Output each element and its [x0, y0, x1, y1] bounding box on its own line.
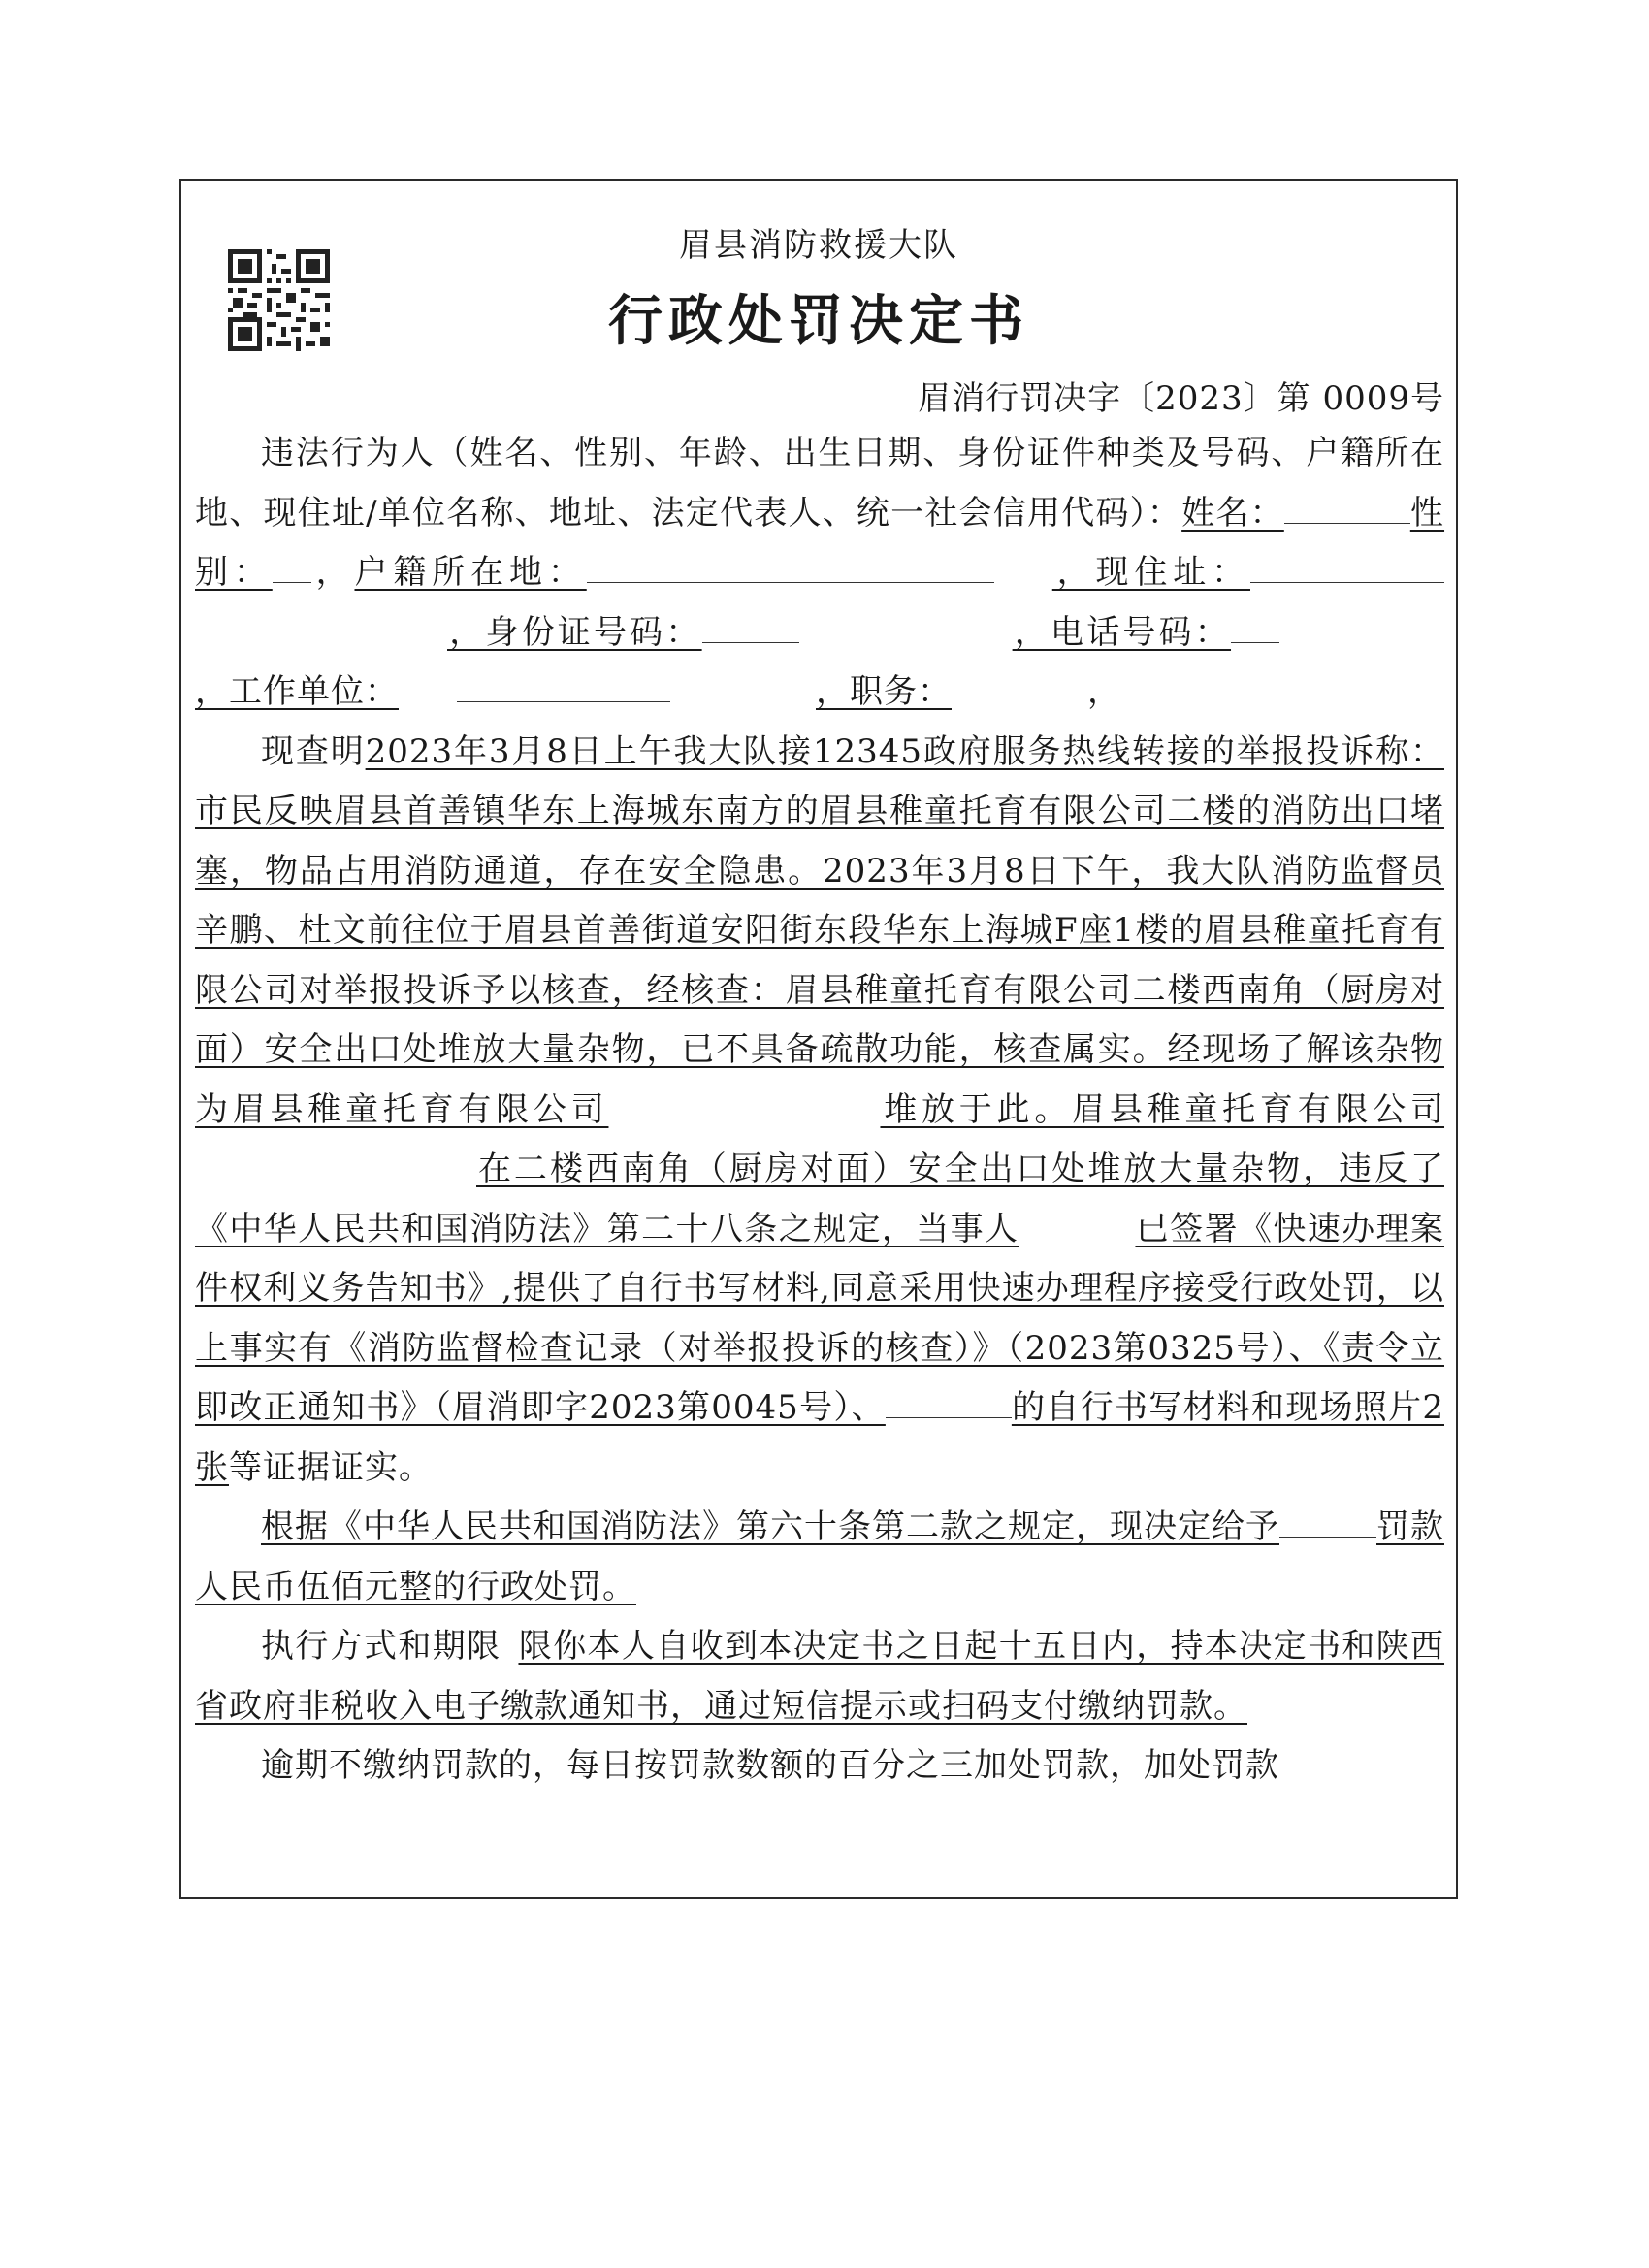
document-title: 行政处罚决定书 [608, 289, 1029, 353]
facts-redaction-1 [608, 1081, 880, 1141]
document-number: 眉消行罚决字〔2023〕第 0009号 [918, 379, 1444, 418]
facts-text-5: 的自行书写材料和现场照片2张 [195, 1388, 1444, 1487]
decision-text-2: 罚款人民币伍佰元整的行政处罚。 [195, 1507, 1444, 1606]
facts-text-1: 2023年3月8日上午我大队接12345政府服务热线转接的举报投诉称：市民反映眉县首善镇华东上海城东南方的眉县稚童托育有限公司二楼的消防出口堵塞，物品占用消防通道，存在安全隐患。2023年3月8日下午，我大队消防监督员辛鹏、杜文前往位于眉县首善街道安阳街东段华东上海城F座1楼的眉县稚童托育有限公司对举报投诉予以核查，经核查：眉县稚童托育有限公司二楼西南角（厨房对面）安全出口处堆放大量杂物，已不具备疏散功能，核查属实。经现场了解该杂物为眉县稚童托育有限公司 [195, 731, 1444, 1129]
party-section [195, 424, 1444, 723]
party-employer-label: ，工作单位： [195, 672, 399, 711]
facts-text-6: 等证据证实。 [229, 1447, 433, 1487]
org-name: 眉县消防救援大队 [679, 226, 958, 265]
id-blank [702, 609, 799, 643]
party-gender-label: 性别： [195, 493, 1445, 592]
overdue-section [195, 1736, 1444, 1797]
execution-lead: 执行方式和期限 [261, 1627, 501, 1666]
phone-blank [1231, 609, 1279, 643]
execution-text: 限你本人自收到本决定书之日起十五日内，持本决定书和陕西省政府非税收入电子缴款通知书，通过短信提示或扫码支付缴纳罚款。 [195, 1627, 1445, 1726]
party-address-label: ，现住址： [1051, 553, 1250, 592]
employer-blank [457, 668, 602, 702]
household-blank-2 [878, 549, 994, 583]
party-phone-label: ，电话号码： [1012, 612, 1232, 652]
party-name-label: 姓名： [1181, 493, 1284, 533]
facts-text-4: 已签署《快速办理案件权利义务告知书》,提供了自行书写材料,同意采用快速办理程序接受行政处罚，以上事实有《消防监督检查记录（对举报投诉的核查）》（2023第0325号）、《责令立即改正通知书》（眉消即字2023第0045号）、 [195, 1209, 1444, 1427]
address-blank [1250, 549, 1444, 583]
party-sep: ， [310, 553, 355, 592]
execution-section [195, 1617, 1444, 1736]
party-position-label: ，职务： [816, 672, 952, 711]
document-frame [179, 179, 1458, 1899]
employer-blank-2 [602, 668, 670, 702]
document-body [195, 424, 1444, 1797]
gender-blank [273, 549, 311, 583]
decision-text-1: 根据《中华人民共和国消防法》第六十条第二款之规定，现决定给予 [261, 1507, 1279, 1546]
party-tail: ， [1087, 672, 1121, 711]
facts-section [195, 723, 1444, 1499]
facts-blank [886, 1384, 1012, 1418]
name-blank [1284, 490, 1410, 524]
party-intro: 违法行为人（姓名、性别、年龄、出生日期、身份证件种类及号码、户籍所在地、现住址/单位名称、地址、法定代表人、统一社会信用代码）： [195, 434, 1444, 533]
party-id-label: ，身份证号码： [447, 612, 702, 652]
household-blank [587, 549, 878, 583]
decision-section [195, 1498, 1444, 1617]
facts-text-3: 在二楼西南角（厨房对面）安全出口处堆放大量杂物，违反了《中华人民共和国消防法》第二十八条之规定，当事人 [195, 1150, 1444, 1248]
decision-blank [1279, 1504, 1376, 1538]
overdue-text: 逾期不缴纳罚款的，每日按罚款数额的百分之三加处罚款，加处罚款 [261, 1746, 1279, 1785]
facts-text-2: 堆放于此。眉县稚童托育有限公司 [880, 1089, 1445, 1129]
party-household-label: 户籍所在地： [354, 553, 587, 592]
facts-lead: 现查明 [261, 731, 366, 771]
